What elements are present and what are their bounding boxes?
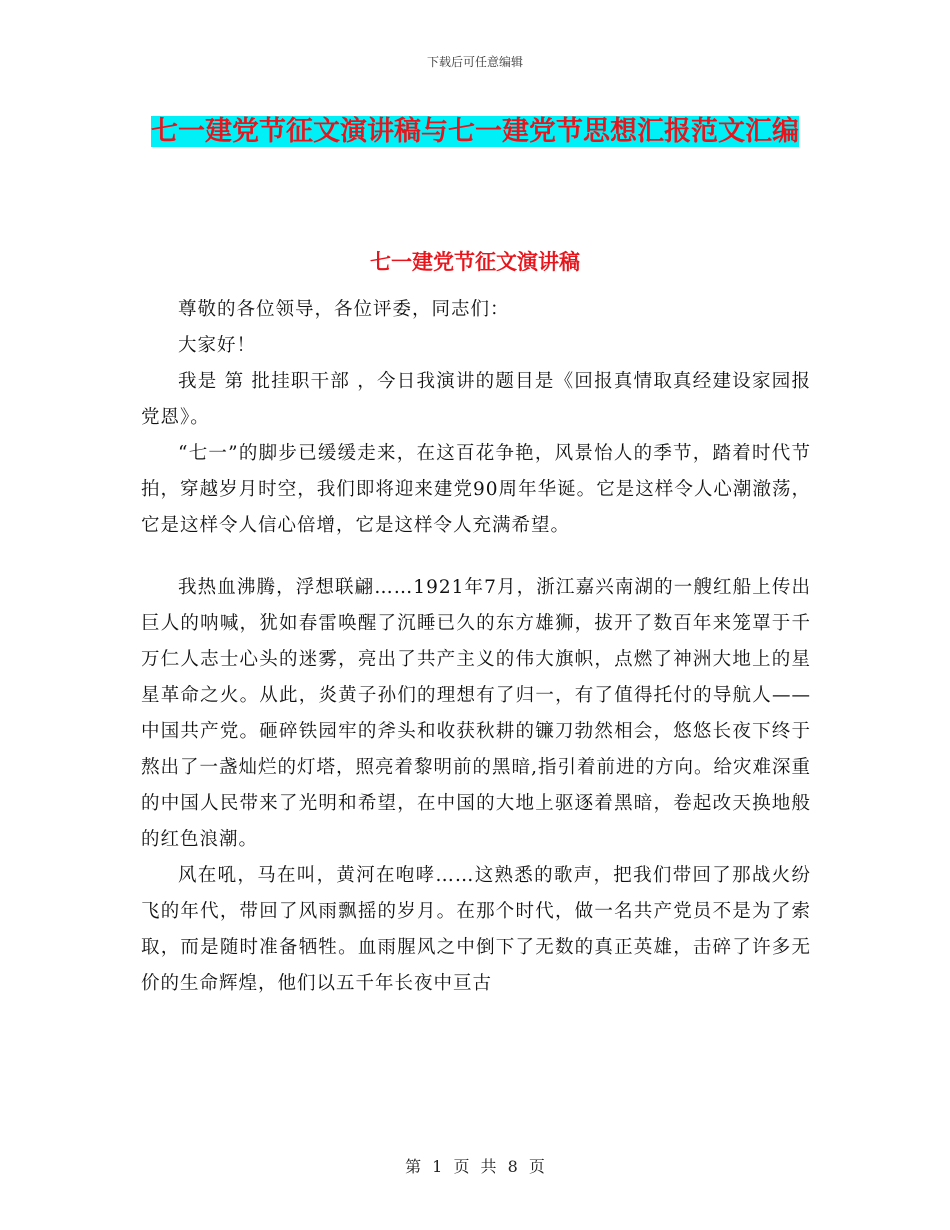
document-title-text: 七一建党节征文演讲稿与七一建党节思想汇报范文汇编	[151, 116, 799, 147]
document-title	[140, 110, 810, 154]
paragraph-intro: 我是 第 批挂职干部 ，今日我演讲的题目是《回报真情取真经建设家园报党恩》。	[141, 371, 811, 428]
paragraph-history: 我热血沸腾，浮想联翩……1921年7月，浙江嘉兴南湖的一艘红船上传出巨人的呐喊，犹如春雷唤醒了沉睡已久的东方雄狮，拔开了数百年来笼罩于千万仁人志士心头的迷雾，亮出了共产主义的伟大旗帜，点燃了神洲大地上的星星革命之火。从此，炎黄子孙们的理想有了归一，有了值得托付的导航人——中国共产党。砸碎铁园牢的斧头和收获秋耕的镰刀勃然相会，悠悠长夜下终于熬出了一盏灿烂的灯塔，照亮着黎明前的黑暗,指引着前进的方向。给灾难深重的中国人民带来了光明和希望，在中国的大地上驱逐着黑暗，卷起改天换地般的红色浪潮。	[141, 577, 811, 850]
page-header-note: 下载后可任意编辑	[426, 55, 523, 69]
paragraph-greeting: 大家好！	[178, 335, 257, 356]
document-body	[141, 292, 811, 1002]
paragraph-qiyi: “七一”的脚步已缓缓走来，在这百花争艳，风景怡人的季节，踏着时代节拍，穿越岁月时空，我们即将迎来建党90周年华诞。它是这样令人心潮澈荡，它是这样令人信心倍增，它是这样令人充满希望。	[141, 443, 811, 536]
paragraph-salutation: 尊敬的各位领导，各位评委，同志们：	[178, 299, 510, 320]
paragraph-war-years: 风在吼，马在叫，黄河在咆哮……这熟悉的歌声，把我们带回了那战火纷飞的年代，带回了风雨飘摇的岁月。在那个时代，做一名共产党员不是为了索取，而是随时准备牺牲。血雨腥风之中倒下了无数的真正英雄，击碎了许多无价的生命辉煌，他们以五千年长夜中亘古	[141, 865, 811, 994]
section-title: 七一建党节征文演讲稿	[370, 250, 580, 274]
page-footer: 第 1 页 共 8 页	[405, 1157, 545, 1176]
